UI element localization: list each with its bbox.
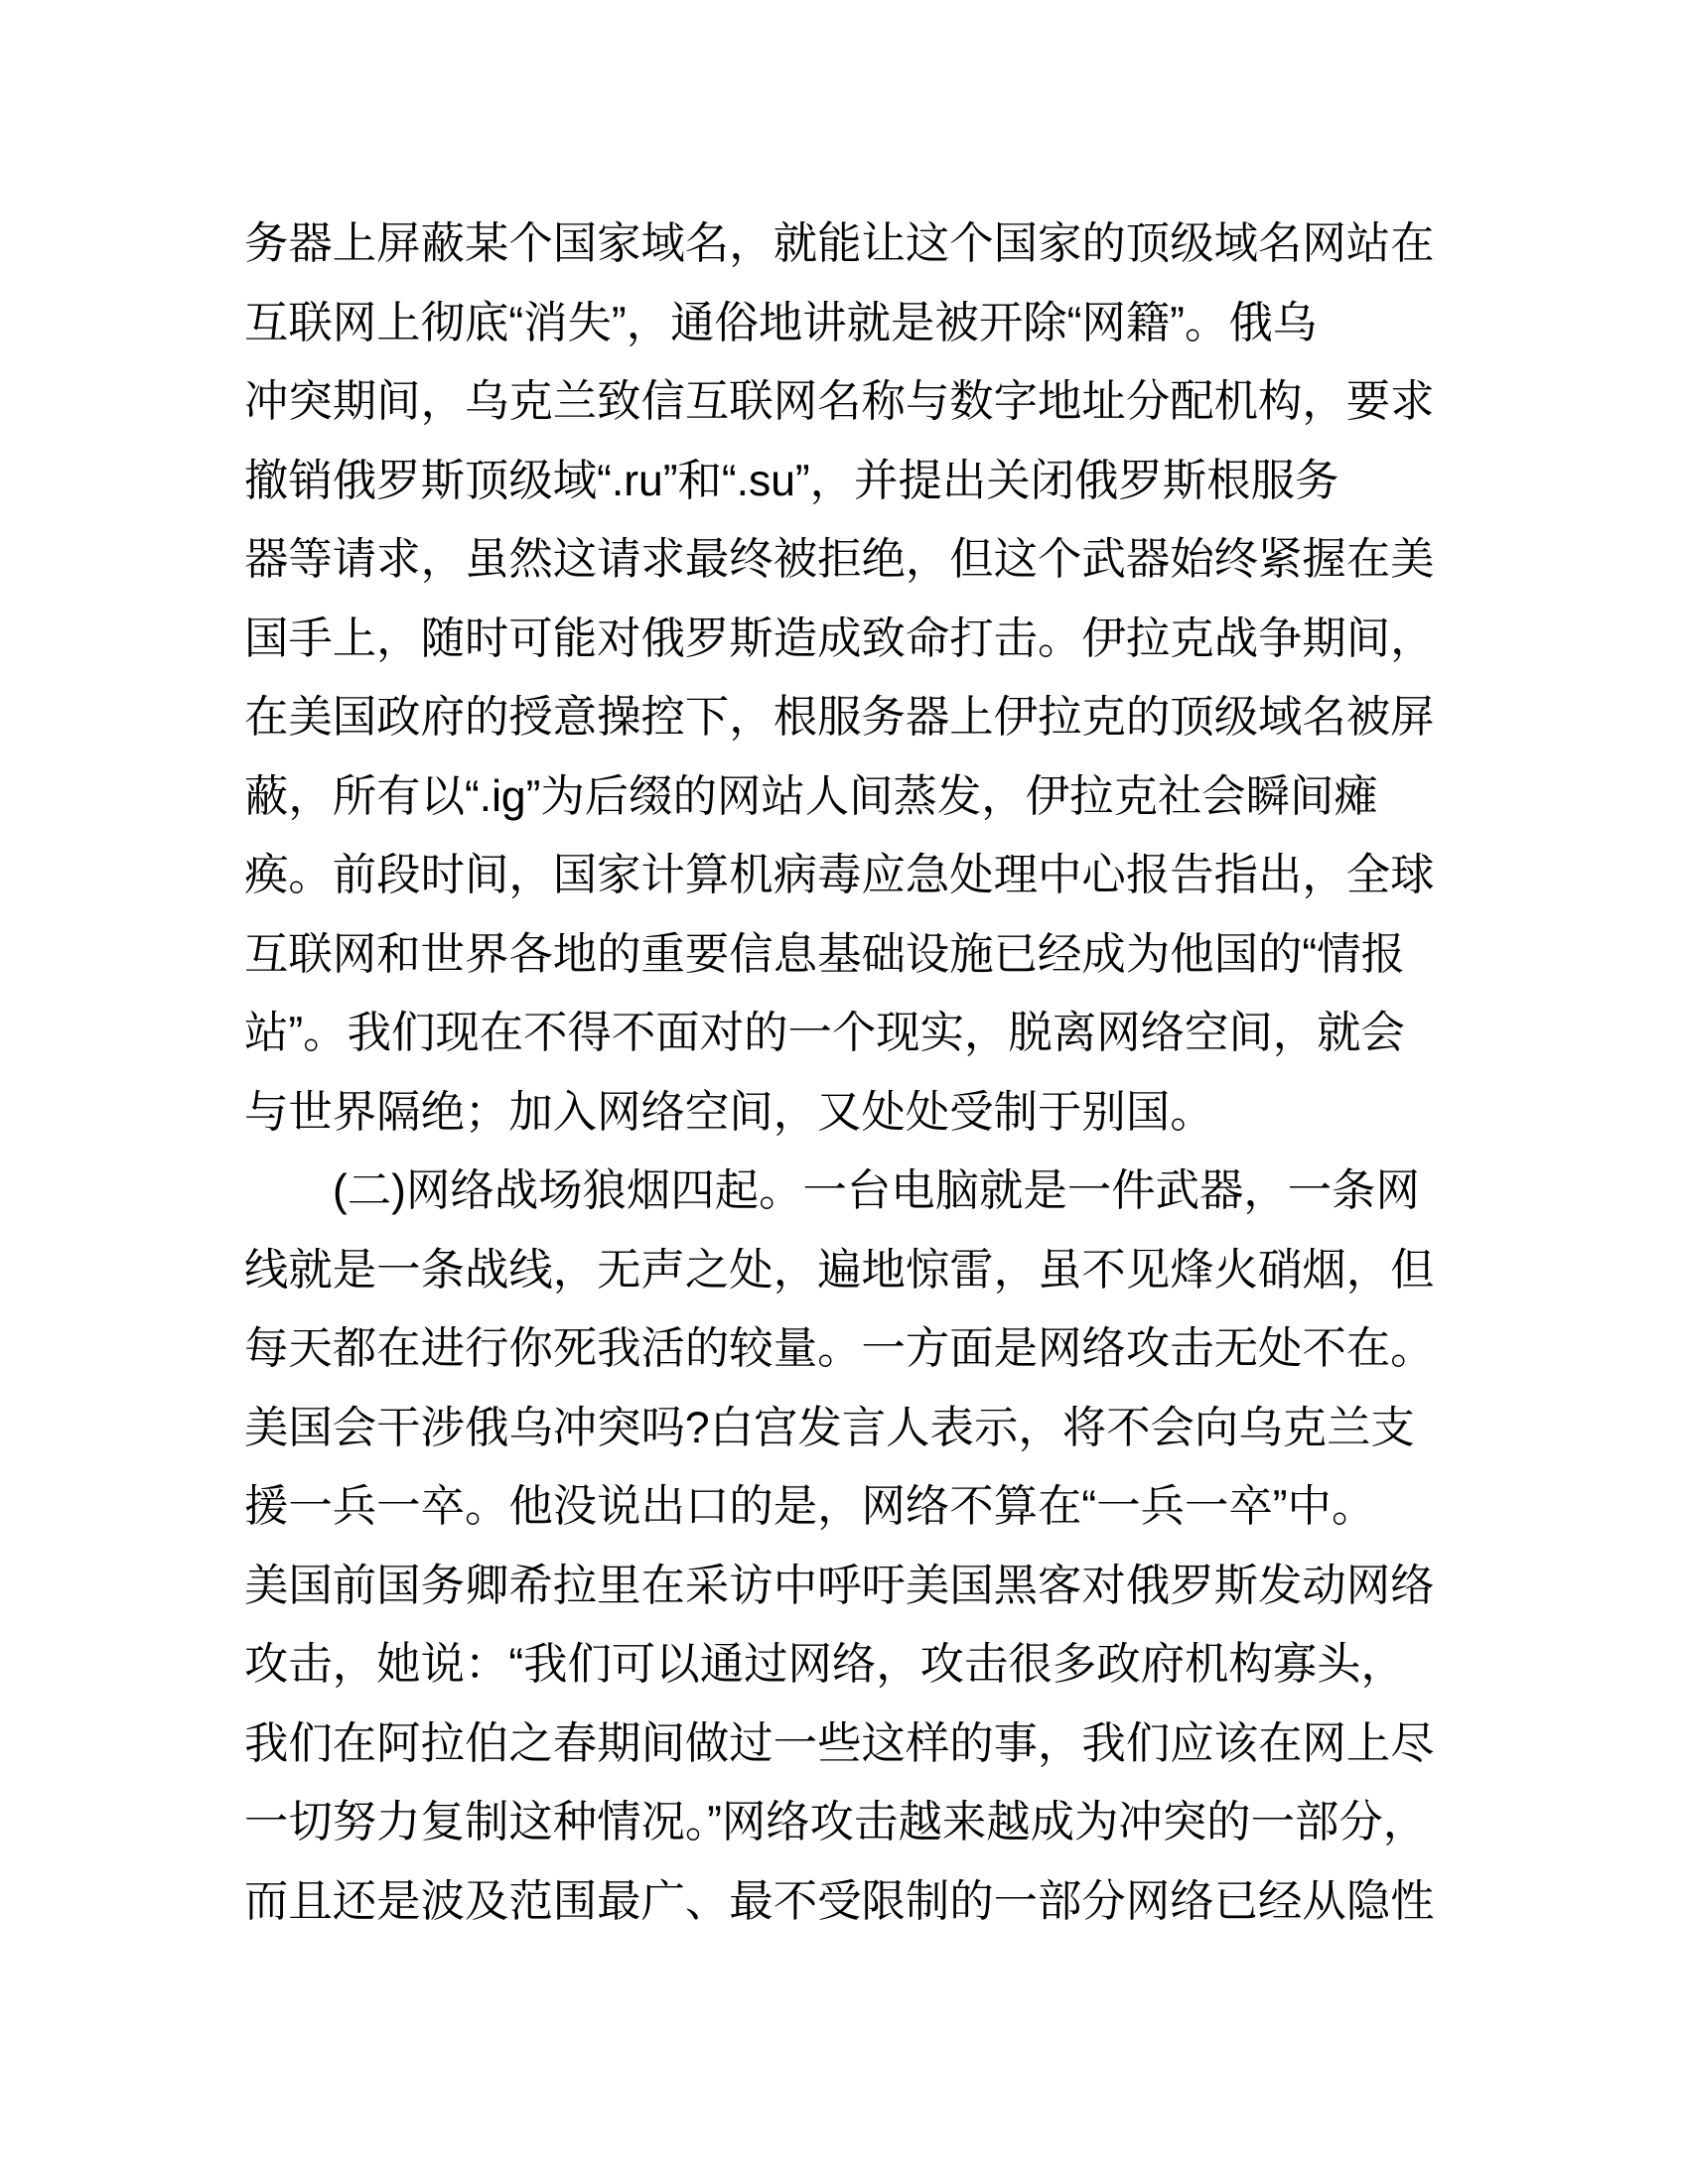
text-line: 一切努力复制这种情况。”网络攻击越来越成为冲突的一部分， <box>244 1798 1428 1846</box>
text-line: 器等请求，虽然这请求最终被拒绝，但这个武器始终紧握在美 <box>244 535 1435 584</box>
paragraph-2 <box>244 1152 1446 1941</box>
text-line: 国手上，随时可能对俄罗斯造成致命打击。伊拉克战争期间， <box>244 614 1435 663</box>
text-line: 攻击，她说：“我们可以通过网络，攻击很多政府机构寡头， <box>244 1640 1405 1689</box>
text-line: 援一兵一卒。他没说出口的是，网络不算在“一兵一卒”中。 <box>244 1482 1376 1531</box>
text-line: 我们在阿拉伯之春期间做过一些这样的事，我们应该在网上尽 <box>244 1718 1435 1768</box>
text-line: 蔽，所有以“.ig”为后缀的网站人间蒸发，伊拉克社会瞬间瘫 <box>244 771 1378 821</box>
text-line: 互联网和世界各地的重要信息基础设施已经成为他国的“情报 <box>244 929 1405 979</box>
text-line: 线就是一条战线，无声之处，遍地惊雷，虽不见烽火硝烟，但 <box>244 1245 1435 1295</box>
text-line: 每天都在进行你死我活的较量。一方面是网络攻击无处不在。 <box>244 1324 1435 1373</box>
text-line: 痪。前段时间，国家计算机病毒应急处理中心报告指出，全球 <box>244 851 1435 899</box>
paragraph-1 <box>244 205 1446 1152</box>
document-body <box>244 205 1446 1941</box>
text-line: (二)网络战场狼烟四起。一台电脑就是一件武器，一条网 <box>333 1166 1420 1215</box>
text-line: 在美国政府的授意操控下，根服务器上伊拉克的顶级域名被屏 <box>244 693 1435 742</box>
text-line: 站”。我们现在不得不面对的一个现实，脱离网络空间，就会 <box>244 1009 1405 1057</box>
text-line: 而且还是波及范围最广、最不受限制的一部分网络已经从隐性 <box>244 1876 1435 1926</box>
text-line: 与世界隔绝；加入网络空间，又处处受制于别国。 <box>244 1087 1214 1137</box>
text-line: 冲突期间，乌克兰致信互联网名称与数字地址分配机构，要求 <box>244 377 1435 426</box>
text-line: 务器上屏蔽某个国家域名，就能让这个国家的顶级域名网站在 <box>244 219 1435 268</box>
text-line: 撤销俄罗斯顶级域“.ru”和“.su”，并提出关闭俄罗斯根服务 <box>244 456 1339 505</box>
text-line: 互联网上彻底“消失”，通俗地讲就是被开除“网籍”。俄乌 <box>244 298 1318 347</box>
text-line: 美国前国务卿希拉里在采访中呼吁美国黑客对俄罗斯发动网络 <box>244 1561 1435 1610</box>
text-line: 美国会干涉俄乌冲突吗?白宫发言人表示，将不会向乌克兰支 <box>244 1403 1415 1452</box>
